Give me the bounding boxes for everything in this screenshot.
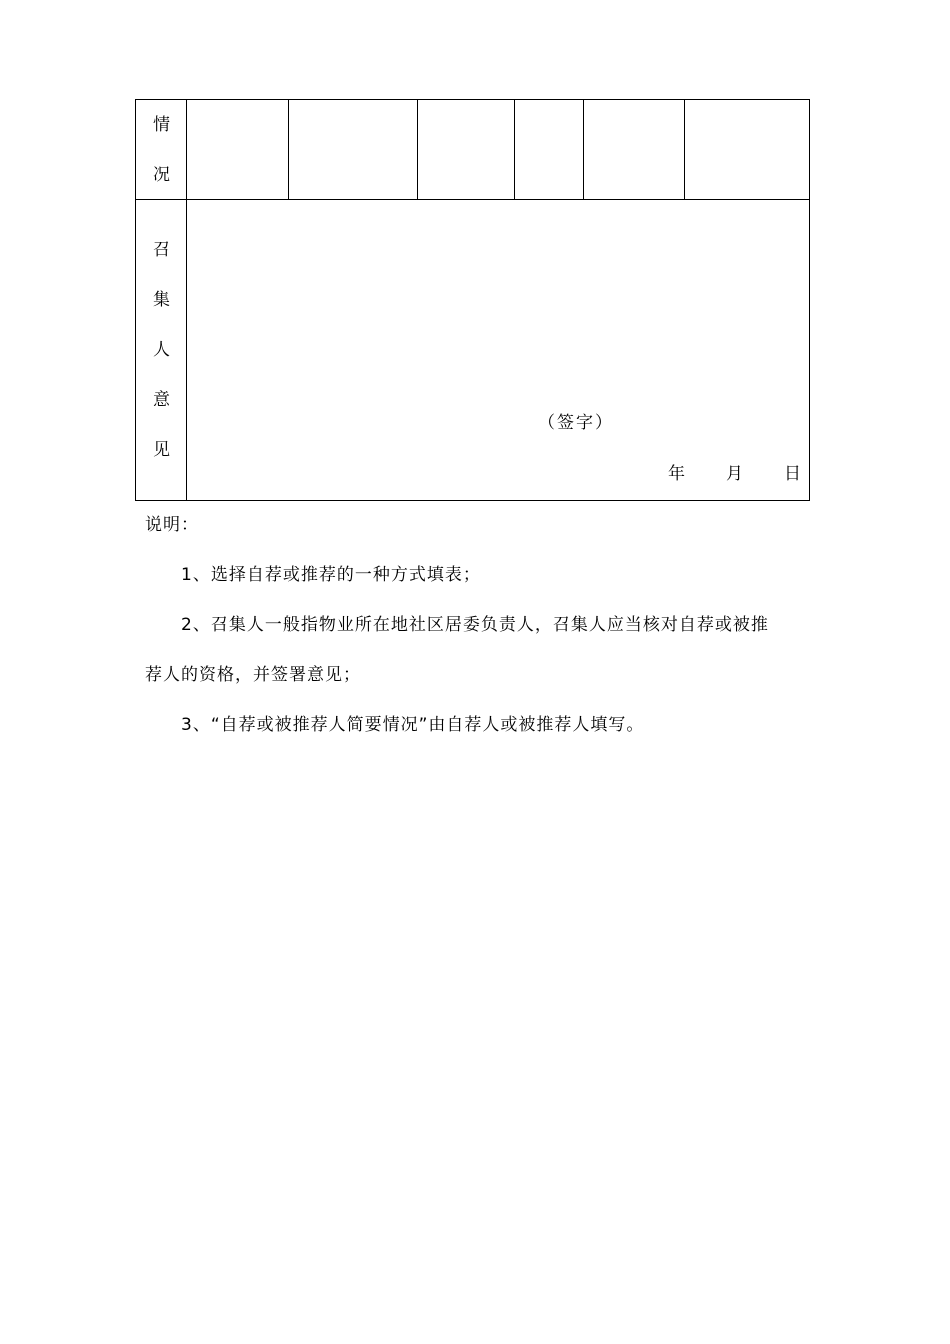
opinion-label-char-5: 见 (153, 440, 170, 460)
opinion-label-char-3: 人 (153, 340, 170, 360)
opinion-label-char-1: 召 (153, 240, 170, 260)
situation-cell-6[interactable] (685, 100, 809, 199)
date-day-label: 日 (784, 464, 801, 484)
nomination-form-table (135, 99, 810, 501)
note-item-2-line-2: 荐人的资格，并签署意见； (145, 665, 361, 685)
note-item-2-line-1: 2、召集人一般指物业所在地社区居委负责人，召集人应当核对自荐或被推 (181, 615, 769, 635)
opinion-label-char-2: 集 (153, 290, 170, 310)
date-month-label: 月 (726, 464, 743, 484)
convener-opinion-row (136, 200, 809, 500)
situation-cell-1[interactable] (187, 100, 289, 199)
notes-title: 说明： (145, 515, 199, 535)
situation-cell-5[interactable] (584, 100, 685, 199)
note-item-3: 3、“自荐或被推荐人简要情况”由自荐人或被推荐人填写。 (181, 715, 645, 735)
situation-label-char-1: 情 (153, 115, 170, 135)
date-year-label: 年 (668, 464, 685, 484)
situation-row (136, 100, 809, 200)
situation-label-cell (136, 100, 187, 199)
opinion-label-char-4: 意 (153, 390, 170, 410)
convener-opinion-label-cell (136, 200, 187, 500)
note-item-1: 1、选择自荐或推荐的一种方式填表； (181, 565, 481, 585)
situation-label-char-2: 况 (153, 165, 170, 185)
situation-cell-2[interactable] (289, 100, 418, 199)
situation-cell-3[interactable] (418, 100, 515, 199)
signature-label: （签字） (538, 413, 614, 433)
situation-cell-4[interactable] (515, 100, 584, 199)
convener-opinion-field[interactable] (187, 200, 809, 500)
